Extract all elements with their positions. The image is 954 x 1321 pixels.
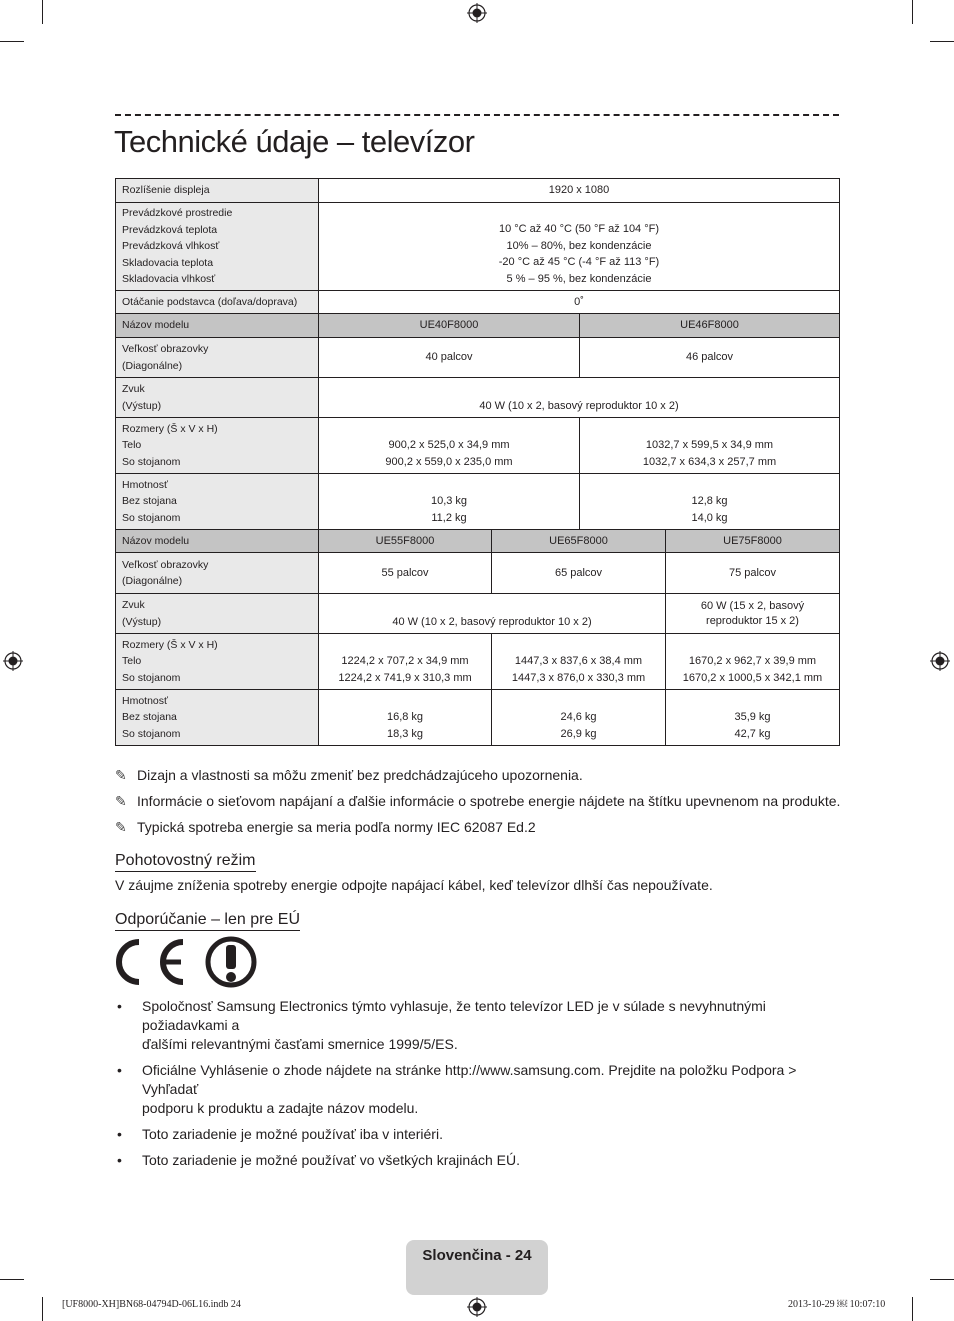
crop-mark: [42, 1297, 43, 1321]
row-value: 12,8 kg 14,0 kg: [580, 474, 840, 530]
registration-mark-icon: [930, 651, 950, 671]
row-value: 40 W (10 x 2, basový reproduktor 10 x 2): [319, 378, 840, 418]
row-label: Zvuk (Výstup): [116, 378, 319, 418]
registration-mark-icon: [467, 3, 487, 23]
row-label: Rozlíšenie displeja: [116, 179, 319, 203]
row-label: Veľkosť obrazovky (Diagonálne): [116, 553, 319, 594]
table-row: [116, 203, 840, 291]
row-value: 35,9 kg 42,7 kg: [666, 690, 840, 746]
footer-timestamp: 2013-10-29 ￼ 10:07:10: [788, 1299, 886, 1310]
table-row: [116, 634, 840, 690]
crop-mark: [0, 1279, 24, 1280]
model-name: UE40F8000: [319, 314, 580, 338]
table-row: [116, 179, 840, 203]
table-row: [116, 474, 840, 530]
row-label: Veľkosť obrazovky (Diagonálne): [116, 338, 319, 378]
row-value: 1224,2 x 707,2 x 34,9 mm 1224,2 x 741,9 x 310,3 mm: [319, 634, 492, 690]
row-label: Hmotnosť Bez stojana So stojanom: [116, 474, 319, 530]
row-label: Rozmery (Š x V x H) Telo So stojanom: [116, 634, 319, 690]
note-item: ✎ Typická spotreba energie sa meria podľa normy IEC 62087 Ed.2: [115, 818, 536, 835]
crop-mark: [930, 41, 954, 42]
row-value: 40 W (10 x 2, basový reproduktor 10 x 2): [319, 594, 666, 634]
row-value: 1032,7 x 599,5 x 34,9 mm 1032,7 x 634,3 x 257,7 mm: [580, 418, 840, 474]
table-row: [116, 553, 840, 594]
footer-file-info: [UF8000-XH]BN68-04794D-06L16.indb 24: [62, 1299, 241, 1310]
row-value: 40 palcov: [319, 338, 580, 378]
row-value: 10,3 kg 11,2 kg: [319, 474, 580, 530]
title-divider: [115, 114, 839, 116]
page-number-tab: [406, 1240, 548, 1295]
bullet-dot: •: [117, 1062, 122, 1078]
model-name: UE46F8000: [580, 314, 840, 338]
note-item: ✎ Dizajn a vlastnosti sa môžu zmeniť bez predchádzajúceho upozornenia.: [115, 766, 583, 783]
table-row: [116, 418, 840, 474]
table-row: [116, 338, 840, 378]
table-row: [116, 291, 840, 314]
crop-mark: [912, 0, 913, 24]
table-row: [116, 314, 840, 338]
standby-text: V záujme zníženia spotreby energie odpojte napájací kábel, keď televízor dlhší čas nepoužívate.: [115, 877, 713, 893]
bullet-dot: •: [117, 1126, 122, 1142]
crop-mark: [42, 0, 43, 24]
table-row: [116, 594, 840, 634]
crop-mark: [912, 1297, 913, 1321]
row-value: 10 °C až 40 °C (50 °F až 104 °F) 10% – 80%, bez kondenzácie -20 °C až 45 °C (-4 °F až 113 °F) 5 % – 95 %, bez kondenzácie: [319, 203, 840, 291]
registration-mark-icon: [3, 651, 23, 671]
row-label: Otáčanie podstavca (doľava/doprava): [116, 291, 319, 314]
row-label: Zvuk (Výstup): [116, 594, 319, 634]
row-value: 16,8 kg 18,3 kg: [319, 690, 492, 746]
crop-mark: [930, 1279, 954, 1280]
page-title: Technické údaje – televízor: [114, 124, 475, 159]
model-name: UE65F8000: [492, 530, 666, 553]
model-name: UE55F8000: [319, 530, 492, 553]
row-value: 1670,2 x 962,7 x 39,9 mm 1670,2 x 1000,5 x 342,1 mm: [666, 634, 840, 690]
registration-mark-icon: [467, 1297, 487, 1317]
recommendation-heading: Odporúčanie – len pre EÚ: [115, 911, 300, 931]
spec-table: [115, 178, 840, 746]
row-label: Prevádzkové prostredie Prevádzková teplota Prevádzková vlhkosť Skladovacia teplota Skladovacia vlhkosť: [116, 203, 319, 291]
row-value: 24,6 kg 26,9 kg: [492, 690, 666, 746]
pencil-note-icon: ✎: [115, 766, 127, 783]
row-value: 65 palcov: [492, 553, 666, 594]
list-item: • Toto zariadenie je možné používať vo všetkých krajinách EÚ.: [117, 1152, 520, 1168]
row-label: Rozmery (Š x V x H) Telo So stojanom: [116, 418, 319, 474]
row-label: Hmotnosť Bez stojana So stojanom: [116, 690, 319, 746]
bullet-dot: •: [117, 1152, 122, 1168]
list-item: • Spoločnosť Samsung Electronics týmto vyhlasuje, že tento televízor LED je v súlade s nevyhnutnými požiadavkami a ďalšími relevantnými časťami smernice 1999/5/ES.: [117, 998, 766, 1052]
row-value: 900,2 x 525,0 x 34,9 mm 900,2 x 559,0 x 235,0 mm: [319, 418, 580, 474]
pencil-note-icon: ✎: [115, 792, 127, 809]
row-value: 0˚: [319, 291, 840, 314]
table-row: [116, 690, 840, 746]
model-name: UE75F8000: [666, 530, 840, 553]
row-value: 46 palcov: [580, 338, 840, 378]
crop-mark: [0, 41, 24, 42]
table-row: [116, 530, 840, 553]
table-row: [116, 378, 840, 418]
row-label: Názov modelu: [116, 314, 319, 338]
list-item: • Toto zariadenie je možné používať iba v interiéri.: [117, 1126, 443, 1142]
page-number: Slovenčina - 24: [422, 1247, 532, 1264]
recommendation-list: [115, 997, 815, 1177]
row-value: 75 palcov: [666, 553, 840, 594]
list-item: • Oficiálne Vyhlásenie o zhode nájdete na stránke http://www.samsung.com. Prejdite na položku Podpora > Vyhľadať podporu k produktu a zadajte názov modelu.: [117, 1062, 797, 1116]
row-label: Názov modelu: [116, 530, 319, 553]
pencil-note-icon: ✎: [115, 818, 127, 835]
row-value: 1447,3 x 837,6 x 38,4 mm 1447,3 x 876,0 x 330,3 mm: [492, 634, 666, 690]
row-value: 55 palcov: [319, 553, 492, 594]
standby-heading: Pohotovostný režim: [115, 852, 256, 872]
ce-alert-mark-icon: [115, 935, 260, 989]
bullet-dot: •: [117, 998, 122, 1014]
row-value: 1920 x 1080: [319, 179, 840, 203]
notes-list: [115, 762, 855, 840]
note-item: ✎ Informácie o sieťovom napájaní a ďalšie informácie o spotrebe energie nájdete na štítku upevnenom na produkte.: [115, 792, 841, 809]
row-value: 60 W (15 x 2, basový reproduktor 15 x 2): [666, 594, 840, 634]
